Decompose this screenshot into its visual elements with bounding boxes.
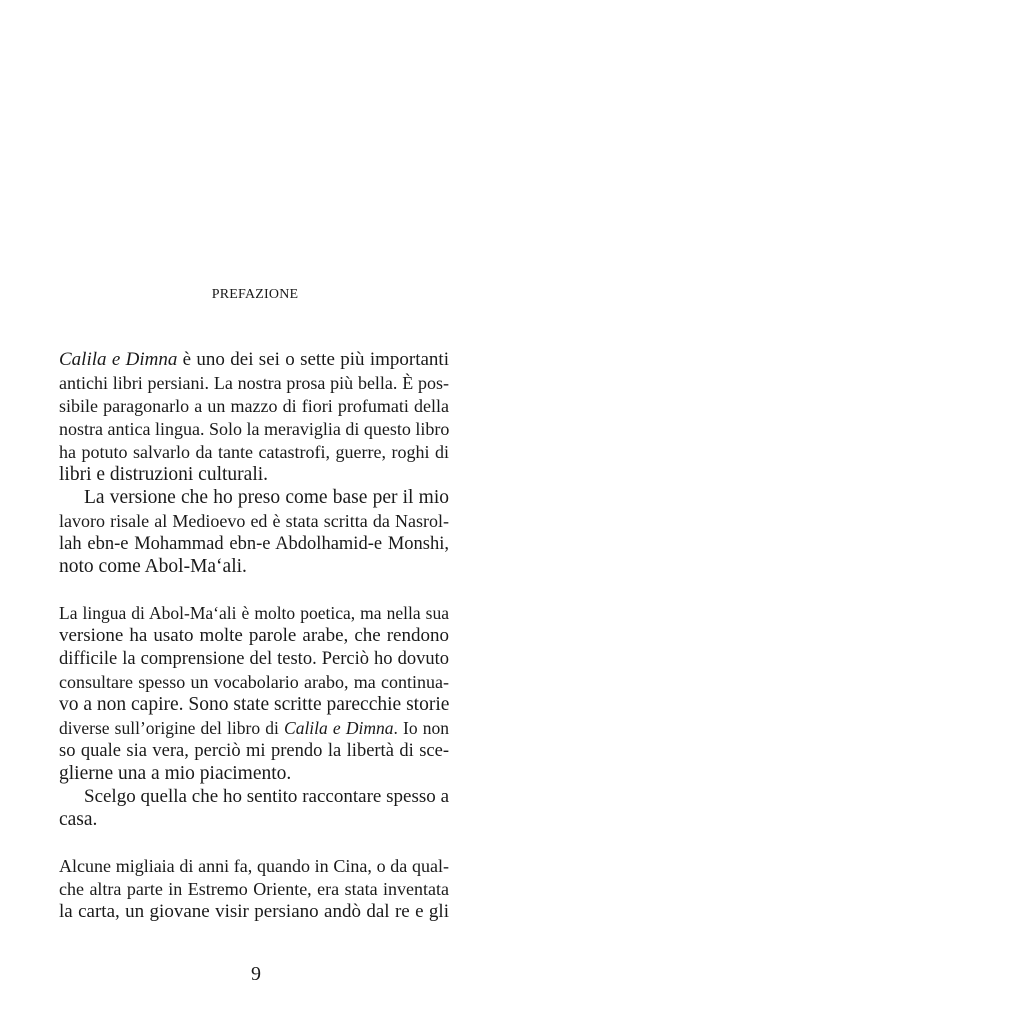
text-line: versione ha usato molte parole arabe, che rendono bbox=[59, 625, 449, 646]
text-line: la carta, un giovane visir persiano andò dal re e gli bbox=[59, 901, 449, 922]
text-line: vo a non capire. Sono state scritte parecchie storie bbox=[59, 694, 450, 715]
text-line: La lingua di Abol-Ma‘ali è molto poetica, ma nella sua bbox=[59, 603, 449, 623]
text-line: glierne una a mio piacimento. bbox=[59, 763, 292, 784]
text-line: sibile paragonarlo a un mazzo di fiori profumati della bbox=[59, 396, 449, 416]
text-line: La versione che ho preso come base per il mio bbox=[84, 487, 449, 508]
text-line: consultare spesso un vocabolario arabo, ma continua- bbox=[59, 672, 449, 692]
text-line: so quale sia vera, perciò mi prendo la libertà di sce- bbox=[59, 741, 449, 761]
running-head: PREFAZIONE bbox=[211, 287, 299, 302]
text-line: lavoro risale al Medioevo ed è stata scritta da Nasrol- bbox=[59, 511, 449, 531]
book-title: Calila e Dimna bbox=[284, 718, 394, 738]
page-number: 9 bbox=[251, 963, 261, 985]
text-line: nostra antica lingua. Solo la meraviglia di questo libro bbox=[59, 419, 450, 439]
text-line: lah ebn-e Mohammad ebn-e Abdolhamid-e Monshi, bbox=[59, 534, 449, 554]
text-line: Calila e Dimna è uno dei sei o sette più importanti bbox=[59, 349, 449, 370]
text-line: Scelgo quella che ho sentito raccontare spesso a bbox=[84, 786, 449, 807]
text-line: ha potuto salvarlo da tante catastrofi, guerre, roghi di bbox=[59, 442, 449, 462]
text-line: antichi libri persiani. La nostra prosa più bella. È pos- bbox=[59, 373, 449, 393]
text-line: casa. bbox=[59, 809, 98, 830]
text-line: noto come Abol-Ma‘ali. bbox=[59, 556, 247, 577]
text-line: Alcune migliaia di anni fa, quando in Cina, o da qual- bbox=[59, 856, 449, 876]
text-line: libri e distruzioni culturali. bbox=[59, 464, 269, 485]
text-line: che altra parte in Estremo Oriente, era stata inventata bbox=[59, 879, 449, 899]
book-title: Calila e Dimna bbox=[59, 349, 178, 370]
text-line: diverse sull’origine del libro di Calila e Dimna. Io non bbox=[59, 718, 449, 738]
text-line: difficile la comprensione del testo. Perciò ho dovuto bbox=[59, 649, 449, 669]
